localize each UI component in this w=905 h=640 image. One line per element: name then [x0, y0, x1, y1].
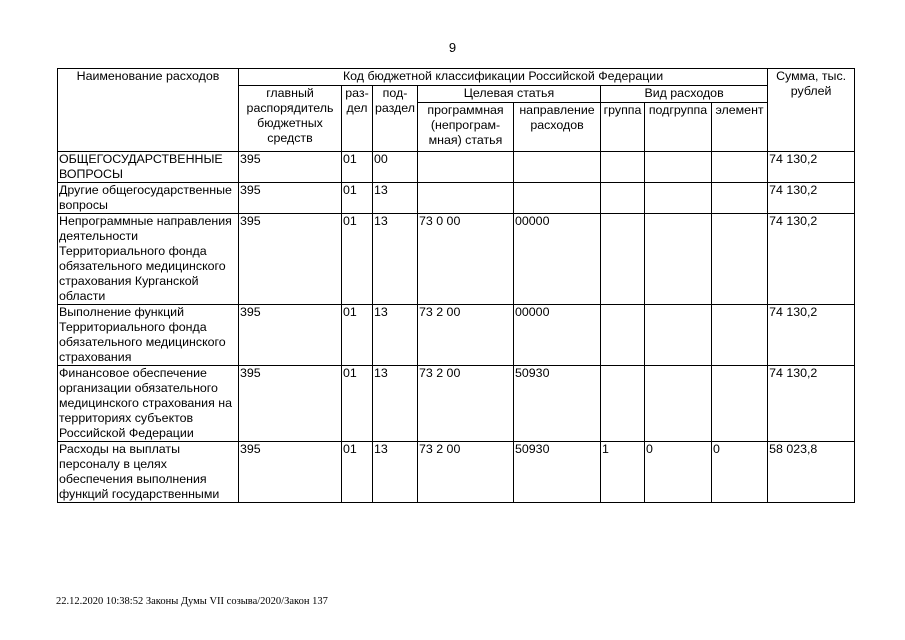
header-expense-type: Вид расходов — [601, 86, 768, 103]
row-main-manager: 395 — [239, 214, 342, 305]
row-main-manager: 395 — [239, 183, 342, 214]
table-row — [58, 366, 855, 442]
row-program-article: 73 2 00 — [418, 305, 514, 366]
row-group — [601, 305, 645, 366]
row-subsection: 13 — [373, 442, 418, 503]
row-subsection: 13 — [373, 305, 418, 366]
row-sum: 58 023,8 — [768, 442, 855, 503]
row-sum: 74 130,2 — [768, 183, 855, 214]
row-section: 01 — [342, 442, 373, 503]
row-section: 01 — [342, 183, 373, 214]
row-subgroup: 0 — [645, 442, 712, 503]
row-element — [712, 366, 768, 442]
row-subgroup — [645, 305, 712, 366]
row-main-manager: 395 — [239, 305, 342, 366]
row-subgroup — [645, 152, 712, 183]
table-row — [58, 442, 855, 503]
row-subsection: 00 — [373, 152, 418, 183]
header-main-manager: главный распорядитель бюджетных средств — [239, 86, 342, 152]
header-program-article: программная (непрограм-мная) статья — [418, 103, 514, 152]
row-direction — [514, 152, 601, 183]
row-element: 0 — [712, 442, 768, 503]
row-sum: 74 130,2 — [768, 152, 855, 183]
header-group: группа — [601, 103, 645, 152]
row-sum: 74 130,2 — [768, 366, 855, 442]
row-program-article — [418, 152, 514, 183]
row-sum: 74 130,2 — [768, 214, 855, 305]
table-row — [58, 152, 855, 183]
row-name: ОБЩЕГОСУДАРСТВЕННЫЕ ВОПРОСЫ — [58, 152, 239, 183]
row-name: Непрограммные направления деятельности Территориального фонда обязательного медицинского страхования Курганской области — [58, 214, 239, 305]
header-element: элемент — [712, 103, 768, 152]
header-section: раз-дел — [342, 86, 373, 152]
row-direction: 50930 — [514, 366, 601, 442]
row-group — [601, 183, 645, 214]
row-group — [601, 152, 645, 183]
row-program-article: 73 2 00 — [418, 442, 514, 503]
row-sum: 74 130,2 — [768, 305, 855, 366]
row-group — [601, 214, 645, 305]
table-row — [58, 183, 855, 214]
row-subgroup — [645, 183, 712, 214]
row-main-manager: 395 — [239, 366, 342, 442]
row-name: Другие общегосударственные вопросы — [58, 183, 239, 214]
budget-table — [57, 68, 855, 503]
header-sum: Сумма, тыс. рублей — [768, 69, 855, 152]
row-program-article: 73 0 00 — [418, 214, 514, 305]
row-name: Расходы на выплаты персоналу в целях обеспечения выполнения функций государственными — [58, 442, 239, 503]
row-element — [712, 214, 768, 305]
row-group: 1 — [601, 442, 645, 503]
header-subsection: под-раздел — [373, 86, 418, 152]
row-subgroup — [645, 214, 712, 305]
footer-note: 22.12.2020 10:38:52 Законы Думы VII созыва/2020/Закон 137 — [56, 596, 328, 607]
page-number: 9 — [448, 40, 457, 55]
header-code-group: Код бюджетной классификации Российской Федерации — [239, 69, 768, 86]
table-row — [58, 305, 855, 366]
row-element — [712, 183, 768, 214]
row-direction — [514, 183, 601, 214]
row-subsection: 13 — [373, 183, 418, 214]
header-direction: направление расходов — [514, 103, 601, 152]
row-subgroup — [645, 366, 712, 442]
table-row — [58, 214, 855, 305]
row-section: 01 — [342, 214, 373, 305]
row-subsection: 13 — [373, 366, 418, 442]
row-program-article: 73 2 00 — [418, 366, 514, 442]
row-element — [712, 152, 768, 183]
row-direction: 00000 — [514, 305, 601, 366]
header-name: Наименование расходов — [58, 69, 239, 152]
row-element — [712, 305, 768, 366]
row-name: Финансовое обеспечение организации обязательного медицинского страхования на территориях субъектов Российской Федерации — [58, 366, 239, 442]
row-section: 01 — [342, 152, 373, 183]
row-program-article — [418, 183, 514, 214]
row-direction: 50930 — [514, 442, 601, 503]
header-target-article: Целевая статья — [418, 86, 601, 103]
row-name: Выполнение функций Территориального фонда обязательного медицинского страхования — [58, 305, 239, 366]
row-main-manager: 395 — [239, 152, 342, 183]
row-group — [601, 366, 645, 442]
row-main-manager: 395 — [239, 442, 342, 503]
row-direction: 00000 — [514, 214, 601, 305]
row-section: 01 — [342, 366, 373, 442]
row-section: 01 — [342, 305, 373, 366]
header-subgroup: подгруппа — [645, 103, 712, 152]
row-subsection: 13 — [373, 214, 418, 305]
